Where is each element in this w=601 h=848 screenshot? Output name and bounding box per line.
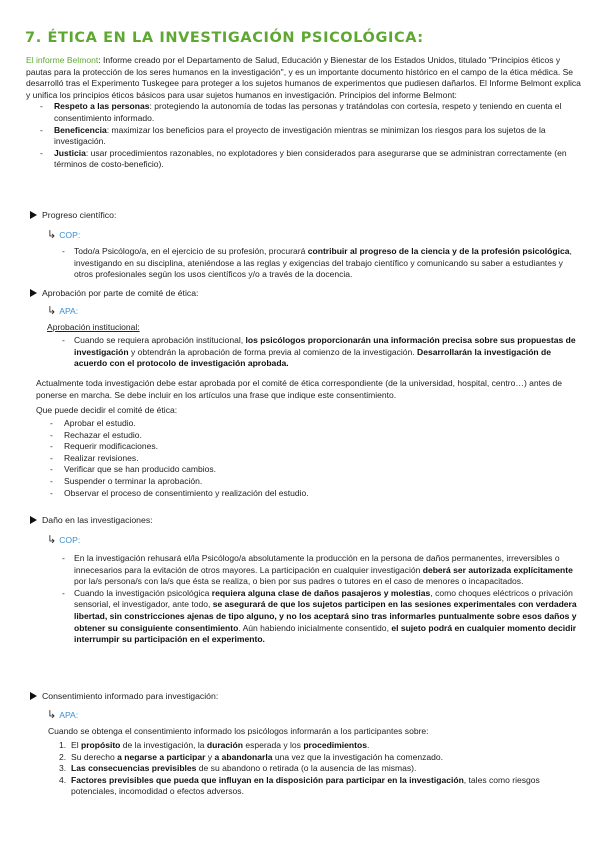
list-item: - Cuando se requiera aprobación institucional, los psicólogos proporcionarán una información precisa sobre sus propuestas de investigación y obtendrán la aprobación de forma previa al comienzo de la investigación. Desarrollarán la investigación de acuerdo con el protocolo de investigación aprobada.	[61, 335, 581, 370]
toggle-heading-aprobacion[interactable]: Aprobación por parte de comité de ética:	[30, 288, 198, 300]
dano-content	[61, 553, 581, 646]
list-item: - Verificar que se han producido cambios.	[36, 464, 576, 476]
list-item: - Cuando la investigación psicológica requiera alguna clase de daños pasajeros y molestias, como choques eléctricos o privación sensorial, el investigador, ante todo, se asegurará de que los sujetos participen en las sesiones experimentales con verdadera libertad, sin constricciones ajenas de tipo alguno, y no los aceptará sino tras informarles puntualmente sobre esos daños y obtener su consiguiente consentimiento. Aún habiendo inicialmente consentido, el sujeto podrá en cualquier momento decidir interrumpir su participación en el experimento.	[61, 588, 581, 646]
list-item: 3. Las consecuencias previsibles de su abandono o retirada (o la ausencia de las mismas).	[59, 763, 417, 774]
subheading-aprobacion-institucional: Aprobación institucional:	[47, 322, 140, 332]
consentimiento-items	[59, 740, 581, 798]
return-arrow-icon: ↳	[47, 304, 57, 317]
toggle-triangle-icon[interactable]	[30, 516, 37, 524]
comite-question: Que puede decidir el comité de ética:	[36, 405, 178, 415]
return-arrow-icon: ↳	[47, 708, 57, 721]
progreso-content	[61, 246, 581, 281]
belmont-intro: El informe Belmont: Informe creado por el Departamento de Salud, Educación y Bienestar de los Estados Unidos, titulado "Principios éticos y pautas para la protección de los seres humanos en la investigación", y es un importante documento histórico en el campo de la ética médica. Se desarrolló tras el Experimento Tuskegee para proteger a los sujetos humanos de experimentos que pudiesen dañarlos. El Informe Belmont explica y unifica los principios éticos básicos para usar sujetos humanos en investigación. Principios del informe Belmont:	[26, 55, 581, 100]
toggle-triangle-icon[interactable]	[30, 289, 37, 297]
list-item: - Justicia: usar procedimientos razonables, no explotadores y bien considerados para asegurarse que se administran correctamente (en términos de costo-beneficio).	[26, 148, 581, 171]
list-item: - Realizar revisiones.	[36, 453, 576, 465]
return-arrow-icon: ↳	[47, 533, 57, 546]
toggle-heading-dano[interactable]: Daño en las investigaciones:	[30, 515, 153, 527]
page-title: 7. ÉTICA EN LA INVESTIGACIÓN PSICOLÓGICA:	[25, 30, 424, 46]
comite-options	[36, 418, 576, 499]
aprobacion-content	[61, 335, 581, 370]
belmont-label: El informe Belmont	[26, 55, 99, 65]
list-item: - Requerir modificaciones.	[36, 441, 576, 453]
list-item: - En la investigación rehusará el/la Psicólogo/a absolutamente la producción en la persona de daños permanentes, irreversibles o innecesarios para la evitación de otros mayores. La participación en cualquier investigación deberá ser autorizada explícitamente por la/s persona/s con la/s que ésta se realiza, o bien por sus padres o tutores en el caso de menores o incapacitados.	[61, 553, 581, 588]
list-item: - Todo/a Psicólogo/a, en el ejercicio de su profesión, procurará contribuir al progreso de la ciencia y de la profesión psicológica, investigando en su disciplina, ateniéndose a las reglas y exigencias del trabajo científico y comunicando su saber a estudiantes y otros profesionales según los usos científicos y/o a través de la docencia.	[61, 246, 581, 281]
list-item: - Observar el proceso de consentimiento y realización del estudio.	[36, 488, 576, 500]
list-item: 1. El propósito de la investigación, la duración esperada y los procedimientos.	[59, 740, 370, 750]
list-item: 4. Factores previsibles que pueda que influyan en la disposición para participar en la investigación, tales como riesgos potenciales, incomodidad o efectos adversos.	[59, 774, 540, 797]
list-item: 2. Su derecho a negarse a participar y a abandonarla una vez que la investigación ha comenzado.	[59, 751, 444, 762]
return-arrow-icon: ↳	[47, 228, 57, 241]
list-item: - Aprobar el estudio.	[36, 418, 576, 430]
list-item: - Suspender o terminar la aprobación.	[36, 476, 576, 488]
list-item: - Respeto a las personas: protegiendo la autonomía de todas las personas y tratándolas con cortesía, respeto y teniendo en cuenta el consentimiento informado.	[26, 101, 581, 124]
list-item: - Rechazar el estudio.	[36, 430, 576, 442]
toggle-heading-consentimiento[interactable]: Consentimiento informado para investigación:	[30, 691, 218, 703]
source-apa: ↳ APA:	[47, 304, 79, 317]
source-apa: ↳ APA:	[47, 708, 79, 721]
toggle-triangle-icon[interactable]	[30, 692, 37, 700]
source-cop: ↳ COP:	[47, 533, 81, 546]
belmont-principles	[26, 101, 581, 171]
aprobacion-paragraph: Actualmente toda investigación debe estar aprobada por el comité de ética correspondiente (de la universidad, hospital, centro…) antes de ponerse en marcha. Se debe incluir en los artículos una frase que indique este consentimiento.	[36, 378, 562, 400]
toggle-heading-progreso[interactable]: Progreso científico:	[30, 210, 116, 222]
list-item: - Beneficencia: maximizar los beneficios para el proyecto de investigación mientras se minimizan los riesgos para los sujetos de la investigación.	[26, 125, 581, 148]
consentimiento-intro: Cuando se obtenga el consentimiento informado los psicólogos informarán a los participantes sobre:	[48, 726, 429, 736]
belmont-section	[26, 55, 581, 171]
toggle-triangle-icon[interactable]	[30, 211, 37, 219]
source-cop: ↳ COP:	[47, 228, 81, 241]
